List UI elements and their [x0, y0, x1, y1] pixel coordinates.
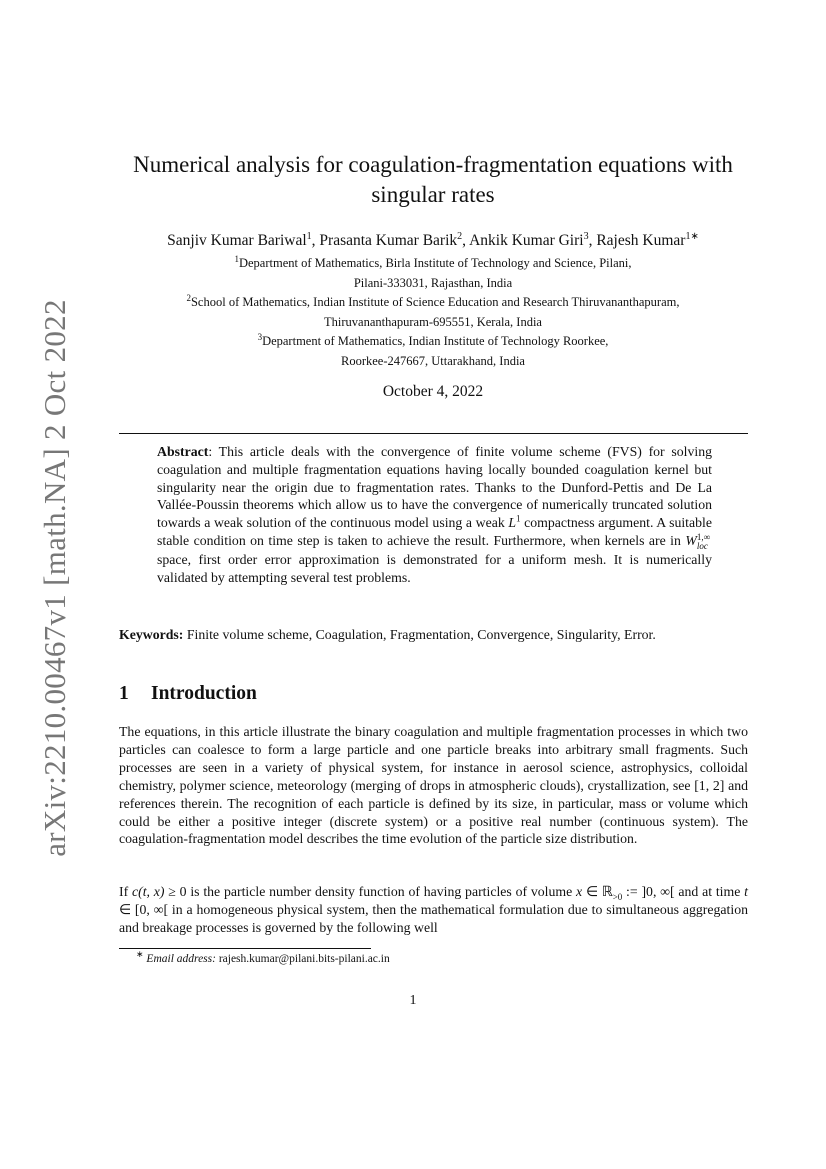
paper-title: Numerical analysis for coagulation-fragmentation equations with singular rates	[133, 152, 733, 207]
footnote-mark: ∗	[136, 949, 144, 960]
section-title: Introduction	[151, 683, 257, 704]
publication-date: October 4, 2022	[382, 383, 484, 400]
affiliation-mark: 3	[257, 332, 263, 343]
footnote-email[interactable]: rajesh.kumar@pilani.bits-pilani.ac.in	[218, 953, 390, 965]
affiliation	[90, 332, 776, 352]
affiliation-line: Roorkee-247667, Uttarakhand, India	[341, 353, 525, 368]
math-subscript: loc	[696, 540, 708, 551]
body-paragraph	[119, 883, 748, 937]
author-affiliation-mark: 1	[306, 230, 312, 242]
abstract-label: Abstract	[157, 444, 209, 459]
footnote-label: Email address:	[146, 953, 216, 965]
keywords-text: Finite volume scheme, Coagulation, Fragmentation, Convergence, Singularity, Error.	[186, 627, 656, 642]
author-list	[90, 231, 776, 251]
author-affiliation-mark: 1∗	[685, 230, 699, 242]
page-number: 1	[409, 993, 417, 1008]
author-separator: ,	[462, 232, 470, 249]
abstract-divider	[119, 433, 748, 434]
author-affiliation-mark: 3	[583, 230, 589, 242]
affiliation	[90, 254, 776, 274]
math-superscript: 1	[516, 513, 521, 524]
author-name: Prasanta Kumar Barik	[319, 232, 458, 249]
affiliation-line: Department of Mathematics, Indian Institute of Technology Roorkee,	[262, 334, 609, 349]
math-subscript: >0	[612, 891, 623, 902]
body-paragraph: The equations, in this article illustrate the binary coagulation and multiple fragmentation processes in which two particles can coalesce to form a large particle and one particle breaks into arbitrary small fragments. Such processes are seen in a variety of physical system, for instance in aerosol science, astrophysics, colloidal chemistry, polymer science, meteorology (merging of drops in atmospheric clouds), crystallization, see [1, 2] and references therein. The recognition of each particle is defined by its size, in particular, mass or volume which could be either a positive integer (discrete system) or a positive real number (continuous system). The coagulation-fragmentation model describes the time evolution of the particle size distribution.	[119, 724, 748, 847]
paragraph-text: If	[119, 884, 132, 899]
math-expression: c(t, x)	[131, 884, 165, 899]
paragraph-text: ≥ 0 is the particle number density function of having particles of volume	[164, 884, 577, 899]
paragraph-text: := ]0, ∞[ and at time	[622, 884, 745, 899]
author-name: Ankik Kumar Giri	[469, 232, 584, 249]
keywords-label: Keywords:	[119, 627, 184, 642]
author-separator: ,	[588, 232, 597, 249]
author-separator: ,	[311, 232, 320, 249]
abstract	[157, 443, 712, 586]
author-name: Sanjiv Kumar Bariwal	[167, 232, 307, 249]
affiliation-line: School of Mathematics, Indian Institute of Science Education and Research Thiruvananthapuram,	[190, 295, 680, 310]
section-heading	[119, 683, 257, 705]
affiliation-line: Pilani-333031, Rajasthan, India	[353, 275, 513, 290]
keywords	[119, 625, 748, 644]
footnote-divider	[119, 948, 371, 949]
abstract-text: space, first order error approximation is demonstrated for a uniform mesh. It is numerically validated by attempting several test problems.	[157, 551, 712, 585]
affiliation-mark: 1	[234, 253, 239, 264]
affiliation-line: Thiruvananthapuram-695551, Kerala, India	[324, 314, 542, 329]
footnote	[136, 949, 390, 965]
author-affiliation-mark: 2	[457, 230, 463, 242]
math-superscript: 1,∞	[696, 531, 710, 542]
affiliation-list	[90, 254, 776, 372]
affiliation-mark: 2	[186, 293, 191, 304]
author-name: Rajesh Kumar	[596, 232, 686, 249]
arxiv-identifier: arXiv:2210.00467v1 [math.NA] 2 Oct 2022	[37, 299, 72, 857]
math-symbol: t	[744, 884, 748, 899]
abstract-text: compactness argument. A suitable stable condition on time step is taken to achieve the result. Furthermore, when kernels are in	[157, 515, 712, 548]
paragraph-text: ∈ [0, ∞[ in a homogeneous physical system, then the mathematical formulation due to simultaneous aggregation and breakage processes is governed by the following well	[119, 901, 748, 935]
math-symbol: x	[576, 884, 583, 899]
affiliation	[90, 293, 776, 313]
paragraph-text: ∈ ℝ	[582, 884, 613, 899]
math-symbol: L	[508, 515, 516, 531]
math-symbol: W	[685, 532, 697, 548]
section-number: 1	[119, 683, 129, 704]
abstract-text: : This article deals with the convergence of finite volume scheme (FVS) for solving coagulation and multiple fragmentation equations having locally bounded coagulation kernel but singularity near the origin due to fragmentation rates. Thanks to the Dunford-Pettis and De La Vallée-Poussin theorems which allow us to have the convergence of numerically truncated solution towards a weak solution of the continuous model using a weak	[157, 444, 712, 531]
affiliation-line: Department of Mathematics, Birla Institute of Technology and Science, Pilani,	[238, 256, 632, 270]
